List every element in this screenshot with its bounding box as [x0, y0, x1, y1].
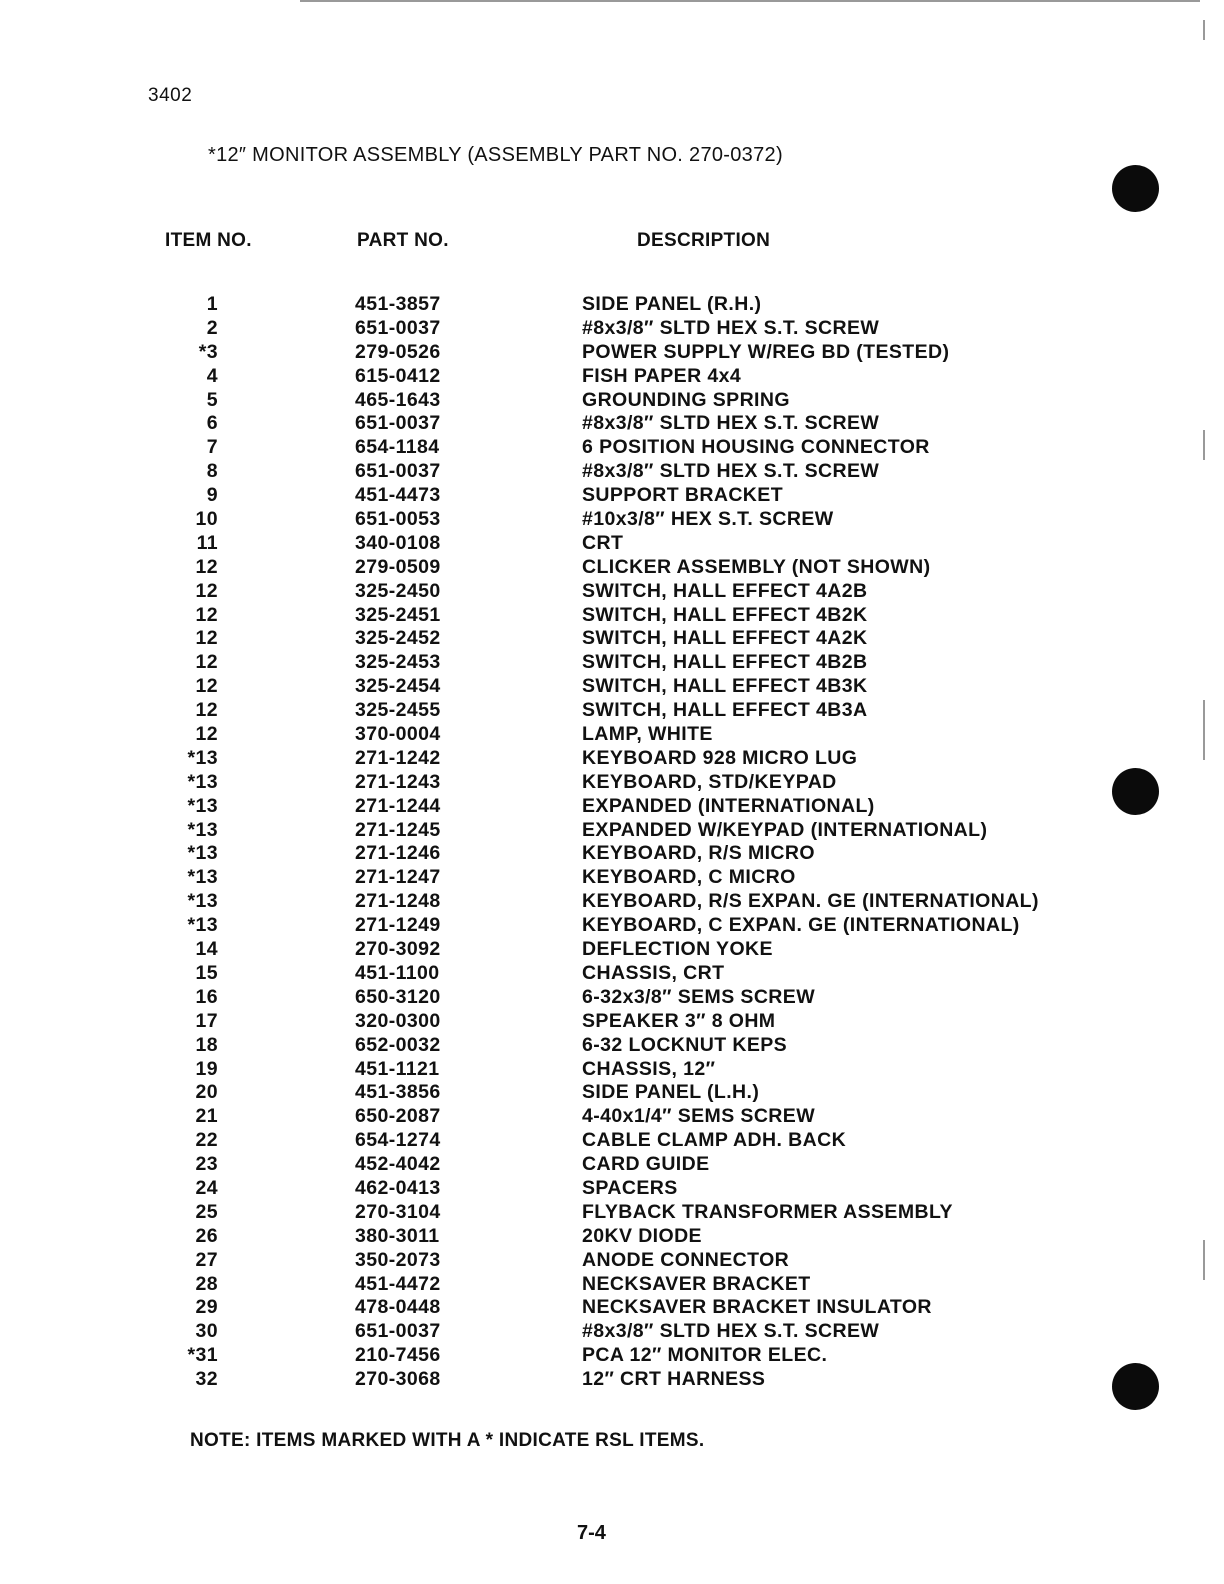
table-row [0, 723, 1224, 747]
part-description: SWITCH, HALL EFFECT 4B2B [582, 651, 868, 674]
part-number: 325-2455 [355, 699, 441, 722]
part-number: 271-1243 [355, 770, 441, 793]
part-number: 650-2087 [355, 1105, 441, 1128]
part-number: 651-0037 [355, 460, 441, 483]
part-description: 6 POSITION HOUSING CONNECTOR [582, 436, 930, 459]
table-row [0, 1034, 1224, 1058]
item-number: *3 [198, 340, 218, 363]
binder-edge-mark [1203, 20, 1205, 40]
table-row [0, 1201, 1224, 1225]
part-number: 654-1184 [355, 436, 440, 459]
table-row [0, 1368, 1224, 1392]
table-row [0, 293, 1224, 317]
part-description: EXPANDED (INTERNATIONAL) [582, 794, 875, 817]
table-row [0, 484, 1224, 508]
item-number: 6 [206, 412, 218, 435]
part-description: ANODE CONNECTOR [582, 1248, 790, 1271]
part-number: 271-1247 [355, 866, 441, 889]
part-number: 279-0509 [355, 555, 441, 578]
part-description: KEYBOARD, R/S MICRO [582, 842, 815, 865]
table-row [0, 890, 1224, 914]
part-description: 6-32 LOCKNUT KEPS [582, 1033, 788, 1056]
part-description: 12″ CRT HARNESS [582, 1368, 766, 1391]
item-number: 12 [195, 723, 218, 746]
part-number: 652-0032 [355, 1033, 441, 1056]
table-row [0, 556, 1224, 580]
item-number: 12 [195, 699, 218, 722]
part-number: 651-0053 [355, 508, 441, 531]
part-number: 271-1246 [355, 842, 441, 865]
part-description: 4-40x1/4″ SEMS SCREW [582, 1105, 816, 1128]
item-number: *13 [187, 890, 218, 913]
punch-hole [1112, 165, 1159, 212]
part-description: #8x3/8″ SLTD HEX S.T. SCREW [582, 412, 880, 435]
item-number: 19 [195, 1057, 218, 1080]
item-number: 30 [195, 1320, 218, 1343]
part-description: CHASSIS, CRT [582, 961, 725, 984]
part-description: LAMP, WHITE [582, 723, 713, 746]
part-number: 210-7456 [355, 1344, 441, 1367]
item-number: 12 [195, 555, 218, 578]
part-description: #8x3/8″ SLTD HEX S.T. SCREW [582, 1320, 880, 1343]
part-description: KEYBOARD 928 MICRO LUG [582, 746, 858, 769]
part-description: CHASSIS, 12″ [582, 1057, 716, 1080]
column-header-description: DESCRIPTION [637, 230, 771, 251]
item-number: 20 [195, 1081, 218, 1104]
part-number: 270-3068 [355, 1368, 441, 1391]
table-row [0, 508, 1224, 532]
item-number: 7 [206, 436, 218, 459]
part-description: DEFLECTION YOKE [582, 938, 773, 961]
part-description: 6-32x3/8″ SEMS SCREW [582, 985, 816, 1008]
top-edge-line [300, 0, 1200, 2]
part-number: 650-3120 [355, 985, 441, 1008]
part-number: 615-0412 [355, 364, 441, 387]
table-row [0, 1105, 1224, 1129]
item-number: *13 [187, 866, 218, 889]
part-number: 271-1245 [355, 818, 441, 841]
item-number: 14 [195, 938, 218, 961]
table-row [0, 412, 1224, 436]
part-number: 451-1121 [355, 1057, 440, 1080]
table-row [0, 1129, 1224, 1153]
part-number: 271-1248 [355, 890, 441, 913]
part-description: SWITCH, HALL EFFECT 4B2K [582, 603, 868, 626]
part-number: 270-3092 [355, 938, 441, 961]
part-description: #10x3/8″ HEX S.T. SCREW [582, 508, 834, 531]
part-description: FLYBACK TRANSFORMER ASSEMBLY [582, 1200, 953, 1223]
item-number: 12 [195, 627, 218, 650]
item-number: 26 [195, 1224, 218, 1247]
item-number: *13 [187, 770, 218, 793]
part-description: SWITCH, HALL EFFECT 4B3K [582, 675, 868, 698]
table-row [0, 460, 1224, 484]
part-description: KEYBOARD, R/S EXPAN. GE (INTERNATIONAL) [582, 890, 1039, 913]
table-row [0, 1153, 1224, 1177]
item-number: 15 [195, 961, 218, 984]
part-description: KEYBOARD, C MICRO [582, 866, 796, 889]
part-description: KEYBOARD, C EXPAN. GE (INTERNATIONAL) [582, 914, 1020, 937]
table-row [0, 1344, 1224, 1368]
part-description: SIDE PANEL (R.H.) [582, 293, 762, 315]
part-number: 320-0300 [355, 1009, 441, 1032]
table-row [0, 842, 1224, 866]
part-number: 651-0037 [355, 316, 441, 339]
page-title: *12″ MONITOR ASSEMBLY (ASSEMBLY PART NO. 270-0372) [208, 144, 783, 166]
table-row [0, 1177, 1224, 1201]
item-number: 28 [195, 1272, 218, 1295]
table-row [0, 1296, 1224, 1320]
part-description: KEYBOARD, STD/KEYPAD [582, 770, 837, 793]
table-row [0, 436, 1224, 460]
item-number: 12 [195, 675, 218, 698]
item-number: 4 [206, 364, 218, 387]
part-number: 452-4042 [355, 1153, 441, 1176]
item-number: 10 [195, 508, 218, 531]
part-description: #8x3/8″ SLTD HEX S.T. SCREW [582, 316, 880, 339]
part-number: 370-0004 [355, 723, 441, 746]
part-number: 350-2073 [355, 1248, 441, 1271]
part-description: FISH PAPER 4x4 [582, 364, 742, 387]
part-number: 271-1242 [355, 746, 441, 769]
part-number: 270-3104 [355, 1200, 441, 1223]
item-number: 17 [195, 1009, 218, 1032]
table-row [0, 365, 1224, 389]
item-number: 11 [196, 531, 218, 554]
table-row [0, 866, 1224, 890]
part-description: CABLE CLAMP ADH. BACK [582, 1129, 847, 1152]
part-description: #8x3/8″ SLTD HEX S.T. SCREW [582, 460, 880, 483]
part-number: 325-2453 [355, 651, 441, 674]
part-description: CLICKER ASSEMBLY (NOT SHOWN) [582, 555, 931, 578]
table-row [0, 604, 1224, 628]
item-number: 29 [195, 1296, 218, 1319]
table-row [0, 532, 1224, 556]
part-number: 451-4473 [355, 484, 441, 507]
part-number: 340-0108 [355, 531, 441, 554]
footnote: NOTE: ITEMS MARKED WITH A * INDICATE RSL ITEMS. [190, 1430, 705, 1451]
item-number: 25 [195, 1200, 218, 1223]
part-number: 651-0037 [355, 1320, 441, 1343]
item-number: 2 [206, 316, 218, 339]
part-description: SUPPORT BRACKET [582, 484, 784, 507]
table-row [0, 914, 1224, 938]
part-number: 451-4472 [355, 1272, 441, 1295]
part-description: CARD GUIDE [582, 1153, 710, 1176]
table-row [0, 962, 1224, 986]
item-number: 12 [195, 651, 218, 674]
part-number: 279-0526 [355, 340, 441, 363]
part-description: SPEAKER 3″ 8 OHM [582, 1009, 776, 1032]
part-description: SWITCH, HALL EFFECT 4B3A [582, 699, 868, 722]
item-number: 1 [206, 293, 218, 315]
page-code: 3402 [148, 85, 193, 106]
table-row [0, 699, 1224, 723]
part-number: 325-2451 [355, 603, 441, 626]
part-description: NECKSAVER BRACKET [582, 1272, 811, 1295]
part-number: 271-1249 [355, 914, 441, 937]
item-number: *13 [187, 914, 218, 937]
item-number: 21 [195, 1105, 218, 1128]
part-number: 465-1643 [355, 388, 441, 411]
part-description: GROUNDING SPRING [582, 388, 790, 411]
part-number: 271-1244 [355, 794, 441, 817]
part-number: 451-3857 [355, 293, 441, 315]
item-number: 27 [195, 1248, 218, 1271]
table-row [0, 1273, 1224, 1297]
part-description: SWITCH, HALL EFFECT 4A2B [582, 579, 868, 602]
item-number: 12 [195, 603, 218, 626]
part-description: SPACERS [582, 1176, 678, 1199]
part-description: 20KV DIODE [582, 1224, 702, 1247]
part-description: NECKSAVER BRACKET INSULATOR [582, 1296, 932, 1319]
column-header-item: ITEM NO. [165, 230, 252, 251]
parts-list [0, 293, 1224, 1392]
part-description: CRT [582, 531, 624, 554]
part-number: 325-2450 [355, 579, 441, 602]
part-number: 325-2452 [355, 627, 441, 650]
part-description: PCA 12″ MONITOR ELEC. [582, 1344, 828, 1367]
part-number: 651-0037 [355, 412, 441, 435]
column-header-part: PART NO. [357, 230, 449, 251]
table-row [0, 341, 1224, 365]
table-row [0, 795, 1224, 819]
part-number: 478-0448 [355, 1296, 441, 1319]
part-number: 451-1100 [355, 961, 440, 984]
item-number: 16 [195, 985, 218, 1008]
item-number: 32 [195, 1368, 218, 1391]
table-row [0, 651, 1224, 675]
table-row [0, 1225, 1224, 1249]
table-row [0, 986, 1224, 1010]
part-number: 654-1274 [355, 1129, 441, 1152]
item-number: 8 [206, 460, 218, 483]
item-number: 12 [195, 579, 218, 602]
table-row [0, 389, 1224, 413]
item-number: 24 [195, 1176, 218, 1199]
item-number: 23 [195, 1153, 218, 1176]
table-row [0, 1058, 1224, 1082]
item-number: 5 [206, 388, 218, 411]
table-row [0, 819, 1224, 843]
table-row [0, 1320, 1224, 1344]
table-row [0, 580, 1224, 604]
table-row [0, 1010, 1224, 1034]
page-number: 7-4 [577, 1522, 606, 1544]
part-description: POWER SUPPLY W/REG BD (TESTED) [582, 340, 950, 363]
part-description: SWITCH, HALL EFFECT 4A2K [582, 627, 868, 650]
table-row [0, 771, 1224, 795]
table-row [0, 938, 1224, 962]
part-number: 325-2454 [355, 675, 441, 698]
item-number: 22 [195, 1129, 218, 1152]
table-row [0, 627, 1224, 651]
part-number: 451-3856 [355, 1081, 441, 1104]
table-row [0, 747, 1224, 771]
table-row [0, 1081, 1224, 1105]
item-number: *13 [187, 746, 218, 769]
part-description: SIDE PANEL (L.H.) [582, 1081, 760, 1104]
item-number: 9 [206, 484, 218, 507]
table-row [0, 675, 1224, 699]
item-number: 18 [195, 1033, 218, 1056]
table-row [0, 317, 1224, 341]
item-number: *13 [187, 818, 218, 841]
item-number: *13 [187, 842, 218, 865]
item-number: *13 [187, 794, 218, 817]
part-description: EXPANDED W/KEYPAD (INTERNATIONAL) [582, 818, 988, 841]
item-number: *31 [187, 1344, 218, 1367]
table-row [0, 1249, 1224, 1273]
part-number: 462-0413 [355, 1176, 441, 1199]
part-number: 380-3011 [355, 1224, 440, 1247]
